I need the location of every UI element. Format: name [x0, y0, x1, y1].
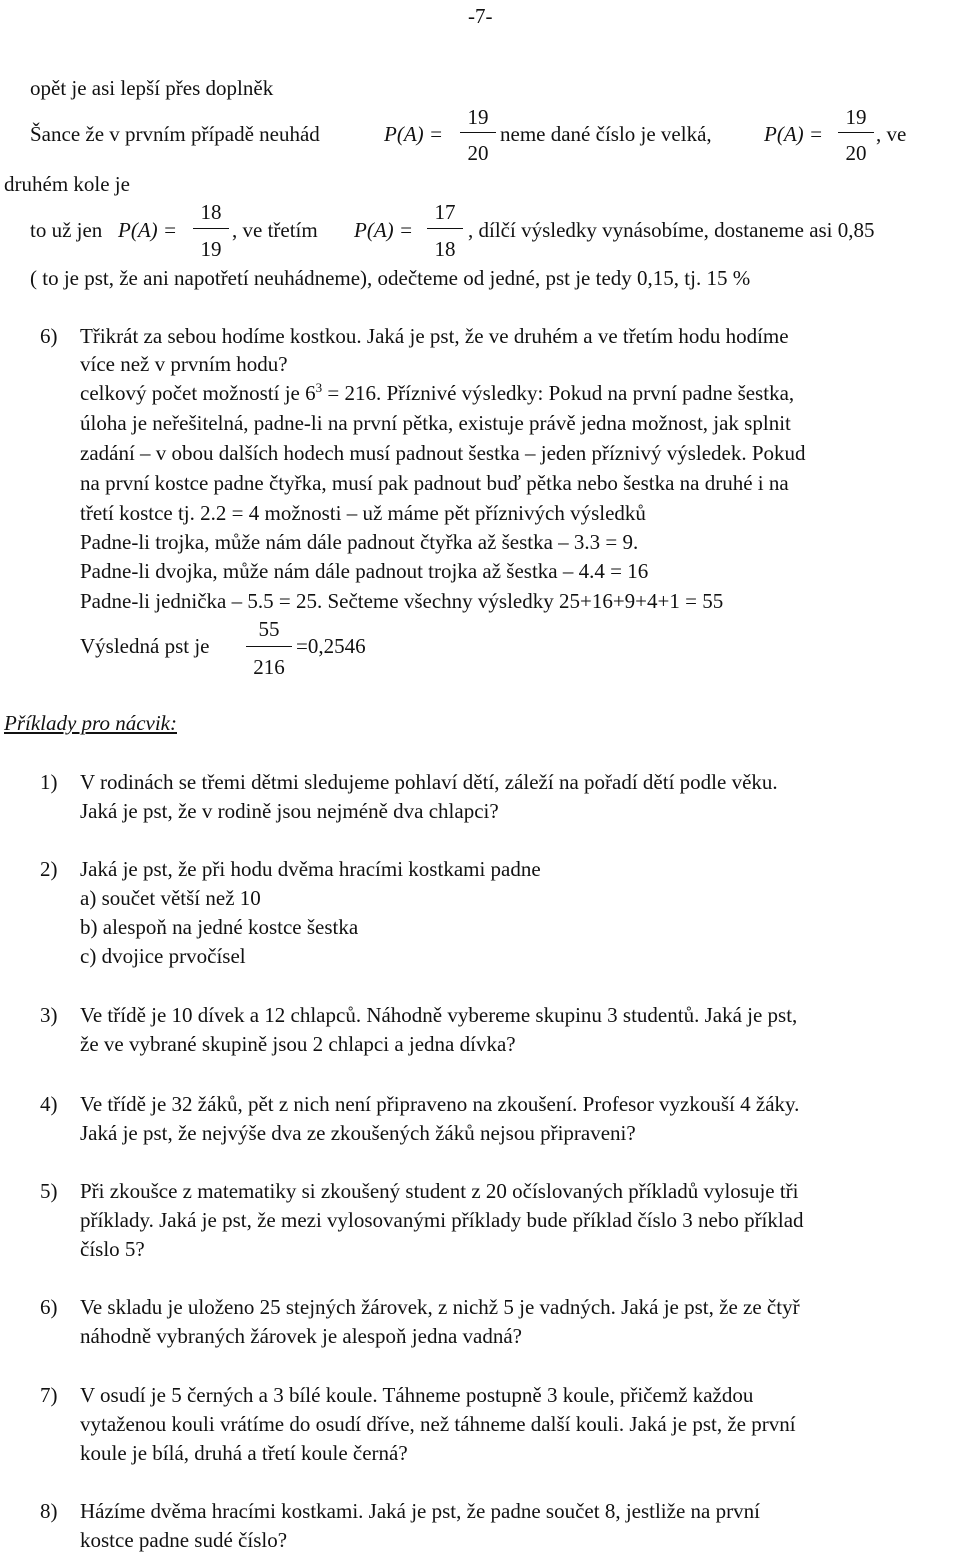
fraction-denominator: 216 — [253, 655, 285, 679]
exercise-line: Ve třídě je 10 dívek a 12 chlapců. Náhodně vybereme skupinu 3 studentů. Jaká je pst, — [80, 1003, 798, 1027]
page-number: -7- — [468, 4, 493, 28]
intro-line-4-text-a: to už jen — [30, 218, 103, 242]
exercise-line: Jaká je pst, že nejvýše dva ze zkoušených žáků nejsou připraveni? — [80, 1121, 636, 1145]
exercise-number: 5) — [40, 1179, 58, 1203]
intro-probability-expression: P(A) = — [764, 122, 824, 146]
problem-question-line: Třikrát za sebou hodíme kostkou. Jaká je pst, že ve druhém a ve třetím hodu hodíme — [80, 324, 789, 348]
fraction-denominator: 18 — [434, 237, 456, 261]
intro-line-2-text-a: Šance že v prvním případě neuhád — [30, 122, 320, 146]
fraction-denominator: 20 — [845, 141, 867, 165]
exponent: 3 — [315, 380, 323, 395]
fraction-numerator: 19 — [845, 105, 867, 129]
exercise-line: Ve třídě je 32 žáků, pět z nich není připraveno na zkoušení. Profesor vyzkouší 4 žáky. — [80, 1092, 800, 1116]
problem-question-line: více než v prvním hodu? — [80, 352, 288, 376]
exercise-number: 7) — [40, 1383, 58, 1407]
solution-line: úloha je neřešitelná, padne-li na první pětka, existuje právě jedna možnost, jak splnit — [80, 411, 791, 435]
exercise-line: že ve vybrané skupině jsou 2 chlapci a jedna dívka? — [80, 1032, 516, 1056]
exercise-line: Jaká je pst, že v rodině jsou nejméně dva chlapci? — [80, 799, 499, 823]
exercise-line: V rodinách se třemi dětmi sledujeme pohlaví dětí, záleží na pořadí dětí podle věku. — [80, 770, 778, 794]
exercise-line: c) dvojice prvočísel — [80, 944, 246, 968]
exercise-number: 1) — [40, 770, 58, 794]
exercise-number: 8) — [40, 1499, 58, 1523]
solution-line: třetí kostce tj. 2.2 = 4 možnosti – už máme pět příznivých výsledků — [80, 501, 646, 525]
practice-heading: Příklady pro nácvik: — [4, 711, 177, 735]
exercise-line: kostce padne sudé číslo? — [80, 1528, 288, 1552]
fraction-bar — [246, 646, 292, 647]
fraction-bar — [460, 132, 496, 133]
fraction-bar — [427, 228, 463, 229]
exercise-line: náhodně vybraných žárovek je alespoň jedna vadná? — [80, 1324, 522, 1348]
exercise-line: příklady. Jaká je pst, že mezi vylosovanými příklady bude příklad číslo 3 nebo příklad — [80, 1208, 804, 1232]
intro-line-3: druhém kole je — [4, 172, 130, 196]
solution-line: Padne-li trojka, může nám dále padnout čtyřka až šestka – 3.3 = 9. — [80, 530, 639, 554]
intro-line-5: ( to je pst, že ani napotřetí neuhádneme), odečteme od jedné, pst je tedy 0,15, tj. 15 % — [30, 266, 751, 290]
exercise-number: 6) — [40, 1295, 58, 1319]
solution-line: Padne-li dvojka, může nám dále padnout trojka až šestka – 4.4 = 16 — [80, 559, 649, 583]
exercise-line: číslo 5? — [80, 1237, 145, 1261]
result-value: =0,2546 — [296, 634, 366, 658]
intro-probability-expression: P(A) = — [118, 218, 178, 242]
intro-probability-expression: P(A) = — [354, 218, 414, 242]
fraction-numerator: 55 — [258, 617, 280, 641]
result-label: Výsledná pst je — [80, 634, 210, 658]
fraction-numerator: 19 — [467, 105, 489, 129]
fraction-bar — [838, 132, 874, 133]
exercise-line: Při zkoušce z matematiky si zkoušený student z 20 očíslovaných příkladů vylosuje tři — [80, 1179, 799, 1203]
exercise-line: koule je bílá, druhá a třetí koule černá? — [80, 1441, 408, 1465]
intro-line-2-text-c: , ve — [876, 122, 907, 146]
solution-line: na první kostce padne čtyřka, musí pak padnout buď pětka nebo šestka na druhé i na — [80, 471, 789, 495]
intro-line-1: opět je asi lepší přes doplněk — [30, 76, 274, 100]
solution-line: zadání – v obou dalších hodech musí padnout šestka – jeden příznivý výsledek. Pokud — [80, 441, 806, 465]
intro-line-4-text-c: , dílčí výsledky vynásobíme, dostaneme asi 0,85 — [468, 218, 875, 242]
exercise-line: vytaženou kouli vrátíme do osudí dříve, než táhneme další kouli. Jaká je pst, že první — [80, 1412, 796, 1436]
exercise-number: 2) — [40, 857, 58, 881]
exercise-line: Jaká je pst, že při hodu dvěma hracími kostkami padne — [80, 857, 541, 881]
solution-line-1: celkový počet možností je $6^3 = 216$. Příznivé výsledky: Pokud na první padne šestka, — [80, 380, 795, 405]
intro-line-2-text-b: neme dané číslo je velká, — [500, 122, 712, 146]
solution-line: Padne-li jednička – 5.5 = 25. Sečteme všechny výsledky 25+16+9+4+1 = 55 — [80, 589, 724, 613]
fraction-denominator: 19 — [200, 237, 222, 261]
fraction-numerator: 17 — [434, 200, 456, 224]
exercise-number: 3) — [40, 1003, 58, 1027]
exercise-number: 4) — [40, 1092, 58, 1116]
fraction-bar — [193, 228, 229, 229]
exercise-line: b) alespoň na jedné kostce šestka — [80, 915, 359, 939]
exercise-line: a) součet větší než 10 — [80, 886, 261, 910]
exercise-line: V osudí je 5 černých a 3 bílé koule. Táhneme postupně 3 koule, přičemž každou — [80, 1383, 754, 1407]
problem-number: 6) — [40, 324, 58, 348]
fraction-denominator: 20 — [467, 141, 489, 165]
intro-probability-expression: P(A) = — [384, 122, 444, 146]
exercise-line: Ve skladu je uloženo 25 stejných žárovek, z nichž 5 je vadných. Jaká je pst, že ze čtyř — [80, 1295, 800, 1319]
intro-line-4-text-b: , ve třetím — [232, 218, 318, 242]
exercise-line: Házíme dvěma hracími kostkami. Jaká je pst, že padne součet 8, jestliže na první — [80, 1499, 760, 1523]
fraction-numerator: 18 — [200, 200, 222, 224]
